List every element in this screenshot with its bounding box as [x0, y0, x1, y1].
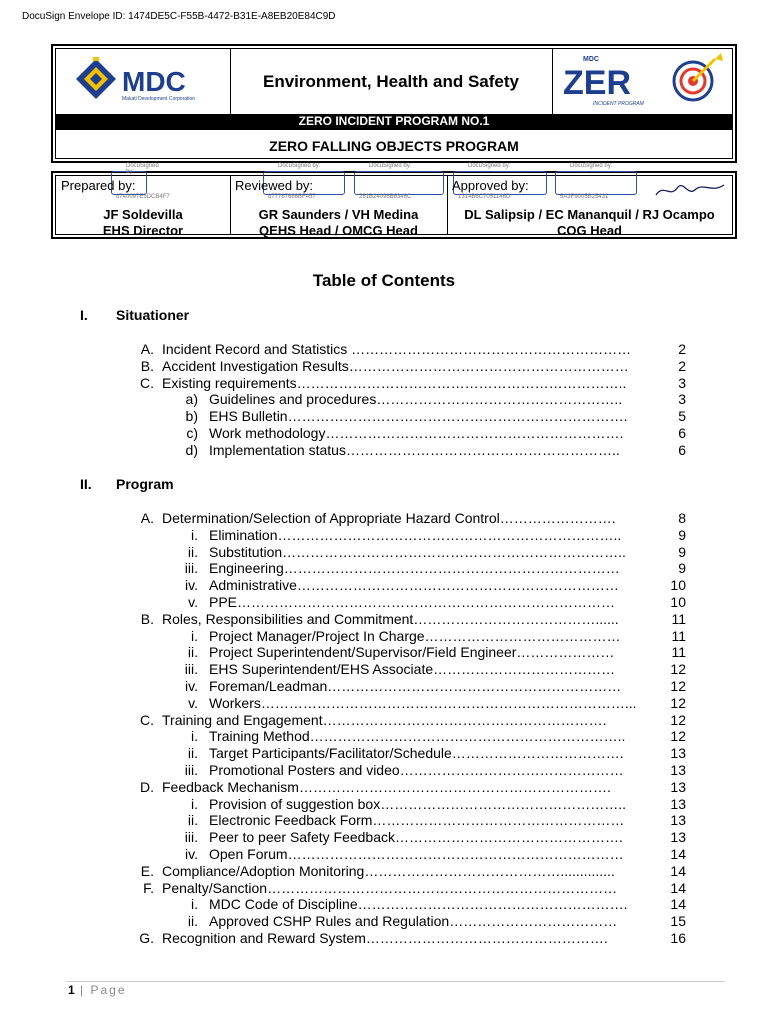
- toc-entry-label: Work methodology……………………………………………………….: [209, 425, 624, 441]
- toc-entry[interactable]: [130, 930, 686, 947]
- docusign-stamp[interactable]: DocuSigned by: 281B24096B6346C: [354, 171, 444, 195]
- toc-entry-marker: B.: [140, 610, 154, 627]
- prepared-by-role: EHS Director: [102, 223, 184, 238]
- toc-entry-label: Project Manager/Project In Charge……………………………………: [209, 627, 621, 644]
- toc-entry-marker: F.: [143, 879, 154, 896]
- toc-entry-page: 14: [670, 846, 686, 862]
- toc-entry-label: Recognition and Reward System…………………………………………….: [162, 930, 608, 946]
- toc-entry-marker: D.: [140, 778, 154, 795]
- toc-entry[interactable]: [130, 425, 686, 442]
- toc-entry-label: Determination/Selection of Appropriate Hazard Control…………………….: [162, 510, 616, 526]
- approved-by-names: DL Salipsip / EC Mananquil / RJ Ocampo: [464, 207, 715, 222]
- toc-entry[interactable]: [130, 375, 686, 392]
- toc-entry-label: Substitution………………………………………………………………..: [209, 543, 626, 560]
- toc-entry-page: 12: [670, 711, 686, 728]
- logo-text: MDC: [122, 66, 186, 97]
- toc-entry-marker: ii.: [187, 812, 198, 829]
- toc-entry-page: 10: [670, 594, 686, 610]
- toc-entry[interactable]: [130, 577, 686, 594]
- toc-entry-label: Peer to peer Safety Feedback………………………………………….: [209, 829, 623, 846]
- toc-entry-page: 14: [670, 896, 686, 913]
- toc-entry[interactable]: [130, 442, 686, 459]
- toc-entry-label: Open Forum………………………………………………………………: [209, 846, 624, 862]
- toc-entry[interactable]: [130, 846, 686, 863]
- toc-entry-label: Feedback Mechanism………………………………………………………….: [162, 778, 611, 795]
- zero-small-label: MDC: [583, 56, 599, 63]
- toc-entry-page: 12: [670, 694, 686, 711]
- toc-entry-page: 6: [678, 425, 686, 441]
- header-title: Environment, Health and Safety: [230, 49, 553, 114]
- toc-entry-page: 12: [670, 678, 686, 694]
- toc-entry-label: Incident Record and Statistics ……………………………………………………: [162, 341, 632, 357]
- toc-entry-label: EHS Bulletin……………………………………………………………….: [209, 408, 628, 425]
- docusign-stamp[interactable]: DocuSigned by: 8740097E5DCB4F7: [111, 171, 147, 195]
- toc-section-title: Program: [116, 476, 174, 492]
- toc-entry-marker: iii.: [184, 829, 198, 846]
- zero-word: ZER: [563, 64, 631, 102]
- toc-entry-marker: i.: [191, 526, 198, 543]
- toc-entry-page: 3: [678, 374, 686, 391]
- toc-entry[interactable]: [130, 678, 686, 695]
- mdc-logo: [56, 49, 231, 114]
- zero-sub-label: INCIDENT PROGRAM: [593, 101, 644, 107]
- prepared-by-label: Prepared by:: [61, 178, 136, 193]
- toc-entry-page: 12: [670, 728, 686, 745]
- toc-entry-marker: C.: [140, 711, 154, 728]
- reviewed-by-roles: QEHS Head / OMCG Head: [259, 223, 418, 238]
- toc-entry-label: Approved CSHP Rules and Regulation………………………………: [209, 913, 618, 930]
- toc-entry-marker: C.: [140, 374, 154, 391]
- logo-sub: Makati Development Corporation: [122, 96, 196, 102]
- toc-entry[interactable]: [130, 695, 686, 712]
- toc-entry[interactable]: [130, 594, 686, 611]
- toc-entry[interactable]: [130, 611, 686, 628]
- docusign-stamp[interactable]: DocuSigned by: 1314B6C7051146D: [453, 171, 547, 195]
- toc-entry-label: Engineering………………………………………………………………: [209, 560, 620, 577]
- toc-entry-page: 11: [671, 627, 686, 644]
- prepared-by-name: JF Soldevilla: [103, 207, 183, 222]
- toc-entry[interactable]: [130, 896, 686, 913]
- toc-entry-label: Electronic Feedback Form………………………………………………: [209, 812, 625, 829]
- toc-entry[interactable]: [130, 341, 686, 358]
- toc-entry-label: PPE………………………………………………………………………: [209, 594, 616, 610]
- toc-entry-marker: iii.: [184, 661, 198, 678]
- toc-entry[interactable]: [130, 644, 686, 661]
- toc-entry-marker: G.: [139, 930, 154, 946]
- toc-entry-label: MDC Code of Discipline………………………………………………….: [209, 896, 628, 913]
- toc-entry-marker: iii.: [184, 762, 198, 778]
- toc-entry-marker: v.: [188, 694, 198, 711]
- toc-entry-marker: ii.: [187, 644, 198, 661]
- toc-entry[interactable]: [130, 661, 686, 678]
- toc-entry-label: Accident Investigation Results……………………………………………………: [162, 357, 629, 374]
- toc-entry[interactable]: [130, 408, 686, 425]
- docusign-envelope-id: DocuSign Envelope ID: 1474DE5C-F55B-4472-B31E-A8EB20E84C9D: [22, 11, 336, 22]
- toc-entry[interactable]: [130, 544, 686, 561]
- toc-entry[interactable]: [130, 829, 686, 846]
- toc-section-number: I.: [80, 307, 88, 323]
- toc-entry-marker: c): [186, 425, 198, 441]
- toc-entry-label: Compliance/Adoption Monitoring……………………………………..............: [162, 862, 615, 879]
- toc-entry-label: Elimination………………………………………………………………..: [209, 526, 622, 543]
- toc-section-number: II.: [80, 476, 92, 492]
- toc-entry-label: Roles, Responsibilities and Commitment…………………………………......: [162, 610, 619, 627]
- toc-entry-marker: v.: [188, 594, 198, 610]
- toc-entry-page: 11: [671, 644, 686, 661]
- target-icon: [674, 53, 723, 100]
- toc-entry-label: Project Superintendent/Supervisor/Field Engineer…………………: [209, 644, 615, 661]
- toc-entry-page: 8: [678, 510, 686, 526]
- toc-entry-marker: E.: [140, 862, 154, 879]
- prepared-by-cell: [56, 163, 231, 238]
- toc-entry-label: Implementation status…………………………………………………..: [209, 441, 620, 458]
- toc-entry-marker: d): [185, 441, 198, 458]
- toc-entry[interactable]: [130, 913, 686, 930]
- toc-entry-marker: A.: [140, 341, 154, 357]
- toc-entry-label: Workers……………………………………………………………………...: [209, 694, 637, 711]
- toc-entry-page: 13: [670, 778, 686, 795]
- toc-entry-label: Guidelines and procedures……………………………………………..: [209, 391, 623, 408]
- toc-section-title: Situationer: [116, 307, 190, 323]
- toc-entry[interactable]: [130, 779, 686, 796]
- page-word: | Page: [74, 983, 127, 997]
- toc-entry-label: Target Participants/Facilitator/Schedule……………………………….: [209, 745, 624, 762]
- toc-entry-page: 6: [678, 441, 686, 458]
- reviewed-by-names: GR Saunders / VH Medina: [258, 207, 419, 222]
- toc-entry-page: 2: [678, 357, 686, 374]
- approved-by-label: Approved by:: [452, 178, 529, 193]
- toc-title: Table of Contents: [312, 271, 456, 290]
- toc-entry[interactable]: [130, 391, 686, 408]
- toc-entry[interactable]: [130, 762, 686, 779]
- signature-block: [51, 163, 737, 239]
- toc-entry-marker: B.: [140, 357, 154, 374]
- toc-entry-marker: i.: [191, 728, 198, 745]
- toc-entry[interactable]: [130, 358, 686, 375]
- reviewed-by-cell: [230, 163, 448, 238]
- toc-entry-marker: iv.: [185, 846, 198, 862]
- document-header: [51, 44, 737, 163]
- toc-entry[interactable]: [130, 745, 686, 762]
- approved-by-role: COG Head: [556, 223, 622, 238]
- toc-entry[interactable]: [130, 728, 686, 745]
- toc-entry-page: 9: [678, 543, 686, 560]
- toc-entry-page: 13: [670, 795, 686, 812]
- toc-entry[interactable]: [130, 527, 686, 544]
- toc-entry-label: Existing requirements……………………………………………………………..: [162, 374, 627, 391]
- toc-entry-page: 13: [670, 762, 686, 778]
- handwritten-signature: [652, 179, 732, 201]
- toc-entry-page: 13: [670, 829, 686, 846]
- toc-entry-page: 5: [678, 408, 686, 425]
- toc-entry-page: 3: [678, 391, 686, 408]
- toc-entry[interactable]: [130, 712, 686, 729]
- toc-entry[interactable]: [130, 796, 686, 813]
- toc-entry-marker: iii.: [184, 560, 198, 577]
- toc-entry-page: 12: [670, 661, 686, 678]
- toc-entry-label: Administrative……………………………………………………………: [209, 577, 619, 594]
- zero-incident-logo: [553, 49, 732, 114]
- toc-entry-page: 14: [670, 879, 686, 896]
- approved-by-cell: [447, 163, 732, 238]
- toc-entry-page: 16: [670, 930, 686, 946]
- toc-entry-page: 10: [670, 577, 686, 594]
- toc-entry[interactable]: [130, 812, 686, 829]
- toc-entry-marker: ii.: [187, 745, 198, 762]
- reviewed-by-label: Reviewed by:: [235, 178, 314, 193]
- docusign-stamp[interactable]: DocuSigned by: 877767686BF457: [263, 171, 345, 195]
- program-number: ZERO INCIDENT PROGRAM NO.1: [56, 114, 732, 129]
- toc-entry-label: Foreman/Leadman………………………………………………………: [209, 678, 622, 694]
- page-footer: [68, 983, 127, 997]
- toc-entry-marker: iv.: [185, 678, 198, 694]
- toc-entry[interactable]: [130, 510, 686, 527]
- toc-entry-label: Penalty/Sanction…………………………………………………………………: [162, 879, 618, 896]
- toc-entry-page: 9: [678, 526, 686, 543]
- toc-entry-marker: b): [185, 408, 198, 425]
- toc-entry-marker: A.: [140, 510, 154, 526]
- toc-entry-marker: iv.: [185, 577, 198, 594]
- toc-entry[interactable]: [130, 560, 686, 577]
- toc-entry-label: EHS Superintendent/EHS Associate…………………………………: [209, 661, 616, 678]
- toc-entry-page: 2: [678, 341, 686, 357]
- toc-entry-label: Promotional Posters and video…………………………………………: [209, 762, 624, 778]
- footer-rule: [66, 981, 725, 982]
- toc-entry[interactable]: [130, 863, 686, 880]
- toc-entry-page: 14: [670, 862, 686, 879]
- toc-entry-page: 9: [678, 560, 686, 577]
- toc-entry-page: 11: [671, 610, 686, 627]
- toc-entry[interactable]: [130, 628, 686, 645]
- toc-entry-marker: i.: [191, 627, 198, 644]
- toc-entry-label: Training and Engagement…………………………………………………….: [162, 711, 607, 728]
- toc-entry-page: 15: [670, 913, 686, 930]
- toc-entry-label: Training Method…………………………………………………………..: [209, 728, 626, 745]
- program-title: ZERO FALLING OBJECTS PROGRAM: [56, 129, 732, 161]
- docusign-stamp[interactable]: DocuSigned by: 5A3F9005B25431: [555, 171, 637, 195]
- toc-entry-label: Provision of suggestion box……………………………………………..: [209, 795, 626, 812]
- toc-entry-marker: i.: [191, 896, 198, 913]
- mdc-logo-mark: [56, 49, 230, 114]
- toc-entry-marker: ii.: [187, 913, 198, 930]
- toc-entry-marker: a): [185, 391, 198, 408]
- toc-entry-page: 13: [670, 745, 686, 762]
- toc-entry-marker: i.: [191, 795, 198, 812]
- toc-entry[interactable]: [130, 880, 686, 897]
- toc-entry-page: 13: [670, 812, 686, 829]
- page-number: 1: [68, 983, 75, 997]
- toc-entry-marker: ii.: [187, 543, 198, 560]
